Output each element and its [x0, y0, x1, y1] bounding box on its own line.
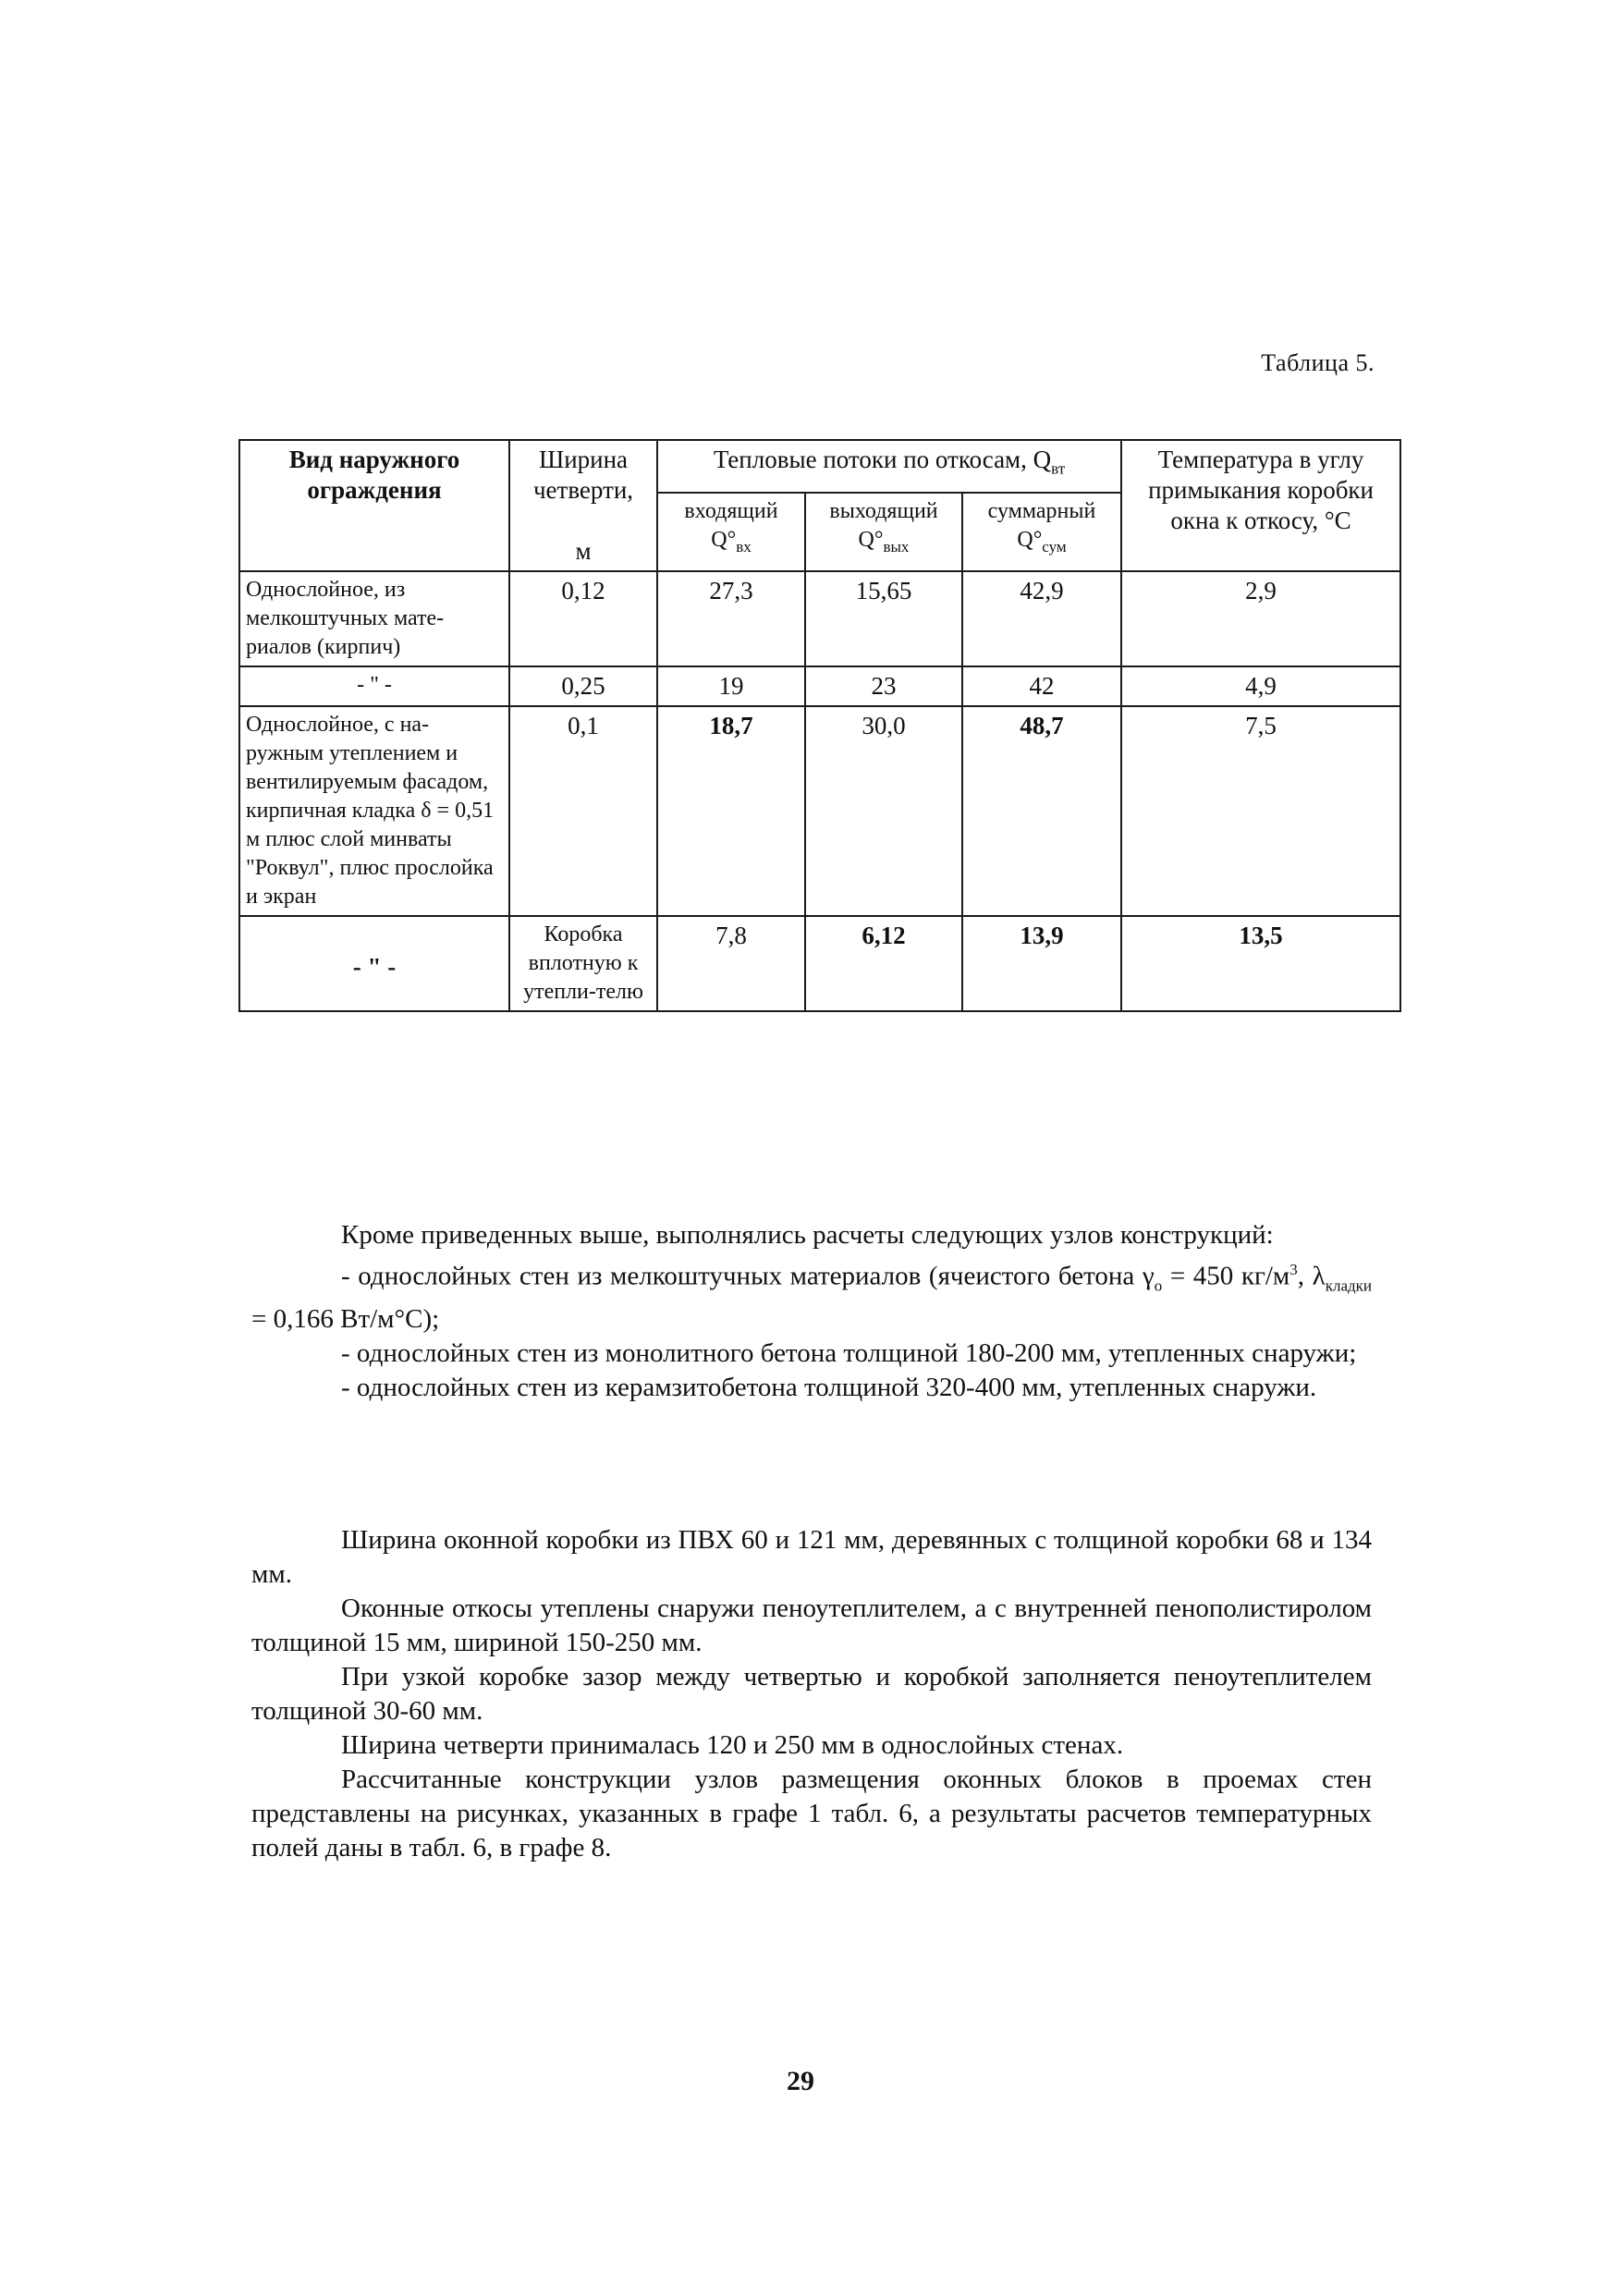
table-row: [239, 916, 1400, 1011]
header-heat-flows: [657, 440, 1121, 493]
table-5: [238, 439, 1401, 1012]
cell-total: 42: [962, 666, 1121, 706]
cell-incoming: 27,3: [657, 571, 805, 666]
cell-outgoing: 6,12: [805, 916, 962, 1011]
bullet-1-part-a: - однослойных стен из мелкоштучных материалов (ячеистого бетона γ: [341, 1261, 1155, 1291]
cell-temperature: 2,9: [1121, 571, 1400, 666]
header-incoming-sub: вх: [736, 537, 752, 556]
header-row-1: [239, 440, 1400, 493]
paragraph-slopes-insulation: Оконные откосы утеплены снаружи пеноутеплителем, а с внутренней пенополистиролом толщиной 15 мм, шириной 150-250 мм.: [251, 1594, 1372, 1657]
page-number: 29: [787, 2066, 814, 2096]
cell-total: 48,7: [962, 706, 1121, 916]
cell-incoming: 19: [657, 666, 805, 706]
header-outgoing: [805, 493, 962, 571]
header-heat-flows-sub: вт: [1051, 459, 1066, 478]
cell-temperature: 13,5: [1121, 916, 1400, 1011]
header-enclosure-type: Вид наружного ограждения: [239, 440, 509, 571]
bullet-1-part-b: = 450 кг/м: [1162, 1261, 1290, 1291]
cell-total: 42,9: [962, 571, 1121, 666]
header-incoming: [657, 493, 805, 571]
cell-total: 13,9: [962, 916, 1121, 1011]
cell-temperature: 7,5: [1121, 706, 1400, 916]
header-quarter-width-label: Ширина четверти,: [532, 446, 634, 504]
bullet-1-sup: 3: [1289, 1261, 1298, 1278]
bullet-expanded-clay-concrete: - однослойных стен из керамзитобетона толщиной 320-400 мм, утепленных снаружи.: [341, 1373, 1317, 1403]
paragraph-results: Рассчитанные конструкции узлов размещения оконных блоков в проемах стен представлены на рисунках, указанных в графе 1 табл. 6, а результаты расчетов температурных полей даны в табл. 6, в графе 8.: [251, 1765, 1372, 1862]
bullet-1-sub-o: о: [1154, 1276, 1163, 1295]
header-quarter-width: [509, 440, 657, 571]
cell-incoming: 7,8: [657, 916, 805, 1011]
bullet-1-part-d: = 0,166 Вт/м°С);: [251, 1304, 440, 1335]
header-outgoing-symbol: Q°: [858, 527, 884, 552]
header-incoming-label: входящий: [684, 498, 778, 523]
paragraph-quarter-width: Ширина четверти принималась 120 и 250 мм в однослойных стенах.: [341, 1730, 1124, 1760]
cell-outgoing: 15,65: [805, 571, 962, 666]
cell-width: Коробка вплотную к утепли-телю: [509, 916, 657, 1011]
bullet-1-part-c: , λ: [1297, 1261, 1326, 1291]
cell-outgoing: 23: [805, 666, 962, 706]
header-outgoing-sub: вых: [883, 537, 910, 556]
calculations-list: [251, 1218, 1372, 1405]
cell-temperature: 4,9: [1121, 666, 1400, 706]
paragraph-frame-width: Ширина оконной коробки из ПВХ 60 и 121 мм, деревянных с толщиной коробки 68 и 134 мм.: [251, 1525, 1372, 1589]
table-row: [239, 571, 1400, 666]
bullet-1-sub-masonry: кладки: [1325, 1276, 1373, 1295]
cell-type: - " -: [239, 916, 509, 1011]
table-caption: Таблица 5.: [1261, 349, 1375, 376]
header-outgoing-label: выходящий: [829, 498, 938, 523]
paragraph-gap-filling: При узкой коробке зазор между четвертью и коробкой заполняется пеноутеплителем толщиной 30-60 мм.: [251, 1662, 1372, 1726]
bullet-monolithic-concrete: - однослойных стен из монолитного бетона толщиной 180-200 мм, утепленных снаружи;: [341, 1338, 1357, 1369]
cell-width: 0,1: [509, 706, 657, 916]
header-corner-temperature: Температура в углу примыкания коробки окна к откосу, °С: [1121, 440, 1400, 571]
header-heat-flows-label: Тепловые потоки по откосам, Q: [713, 446, 1052, 473]
header-quarter-width-unit: м: [575, 537, 592, 565]
cell-type: Однослойное, из мелкоштучных мате-риалов (кирпич): [239, 571, 509, 666]
header-total-sub: сум: [1042, 537, 1067, 556]
header-total-symbol: Q°: [1017, 527, 1043, 552]
cell-incoming: 18,7: [657, 706, 805, 916]
cell-type: Однослойное, с на-ружным утеплением и вентилируемым фасадом, кирпичная кладка δ = 0,51 м плюс слой минваты "Роквул", плюс прослойка и экран: [239, 706, 509, 916]
table-row: [239, 706, 1400, 916]
intro-paragraph: Кроме приведенных выше, выполнялись расчеты следующих узлов конструкций:: [341, 1220, 1274, 1250]
cell-outgoing: 30,0: [805, 706, 962, 916]
bullet-cellular-concrete: [251, 1252, 1372, 1337]
notes-block: [251, 1523, 1372, 1865]
cell-width: 0,25: [509, 666, 657, 706]
cell-width: 0,12: [509, 571, 657, 666]
header-total: [962, 493, 1121, 571]
header-incoming-symbol: Q°: [711, 527, 737, 552]
cell-type: - " -: [239, 666, 509, 706]
header-total-label: суммарный: [987, 498, 1096, 523]
table-row: [239, 666, 1400, 706]
